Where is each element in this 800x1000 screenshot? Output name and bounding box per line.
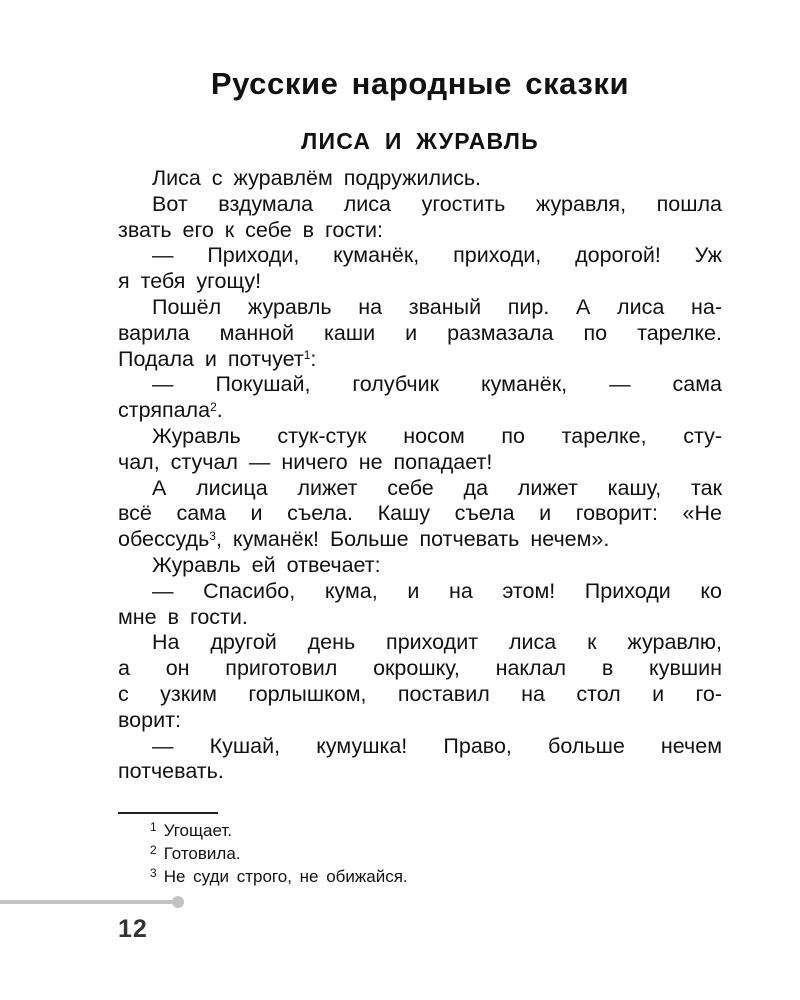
text-line bbox=[118, 527, 722, 553]
text-line: Пошёл журавль на званый пир. А лиса на- bbox=[152, 294, 722, 319]
footnote-item bbox=[150, 866, 408, 889]
text-fragment: стряпала bbox=[118, 398, 211, 423]
text-fragment: Подала и потчует bbox=[118, 346, 304, 371]
text-line: стряпала$^2$. bbox=[118, 398, 223, 423]
page-decoration-dot bbox=[172, 896, 184, 908]
footnote-mark: 2 bbox=[150, 843, 157, 857]
text-line: — Спасибо, кума, и на этом! Приходи ко bbox=[152, 578, 722, 603]
text-line: потчевать. bbox=[118, 759, 224, 784]
page-number: 12 bbox=[118, 915, 148, 943]
text-line: Журавль ей отвечает: bbox=[152, 552, 381, 577]
text-fragment: обессудь bbox=[118, 527, 210, 552]
text-line: Журавль стук-стук носом по тарелке, сту- bbox=[152, 423, 722, 448]
footnote-item bbox=[150, 820, 408, 843]
text-line: Подала и потчует$^1$: bbox=[118, 346, 317, 371]
footnote-text: Готовила. bbox=[163, 844, 241, 863]
footnote-ref-1: 1 bbox=[303, 348, 311, 363]
text-line: я тебя угощу! bbox=[118, 269, 262, 294]
footnotes bbox=[150, 820, 408, 889]
story-text bbox=[118, 166, 722, 785]
text-line: Вот вздумала лиса угостить журавля, пошла bbox=[152, 191, 722, 216]
footnote-divider bbox=[118, 812, 218, 814]
text-line: ворит: bbox=[118, 707, 181, 732]
text-line: Лиса с журавлём подружились. bbox=[152, 166, 482, 190]
text-line: чал, стучал — ничего не попадает! bbox=[118, 449, 493, 474]
text-line: мне в гости. bbox=[118, 604, 248, 629]
story-title: ЛИСА И ЖУРАВЛЬ bbox=[301, 128, 539, 154]
text-line: — Покушай, голубчик куманёк, — сама bbox=[152, 372, 722, 397]
footnote-ref-3: 3 bbox=[209, 529, 216, 543]
text-line: — Кушай, кумушка! Право, больше нечем bbox=[152, 733, 722, 758]
text-line: звать его к себе в гости: bbox=[118, 217, 383, 242]
text-fragment: , куманёк! Больше потчевать нечем». bbox=[215, 527, 610, 552]
footnote-item bbox=[150, 843, 408, 866]
text-line: А лисица лижет себе да лижет кашу, так bbox=[152, 475, 722, 500]
text-line: с узким горлышком, поставил на стол и го- bbox=[118, 681, 722, 706]
page-decoration-bar bbox=[0, 900, 180, 904]
footnote-mark: 3 bbox=[150, 866, 157, 880]
footnote-ref-2: 2 bbox=[210, 400, 217, 415]
section-title: Русские народные сказки bbox=[210, 66, 630, 101]
text-line: На другой день приходит лиса к журавлю, bbox=[152, 630, 722, 655]
text-line: — Приходи, куманёк, приходи, дорогой! Уж bbox=[152, 243, 722, 268]
footnote-mark: 1 bbox=[150, 820, 157, 834]
text-line: а он приготовил окрошку, наклал в кувшин bbox=[118, 656, 722, 681]
footnote-text: Угощает. bbox=[163, 821, 232, 840]
footnote-text: Не суди строго, не обижайся. bbox=[163, 867, 408, 886]
text-line: всё сама и съела. Кашу съела и говорит: «Не bbox=[118, 501, 722, 526]
text-line: варила манной каши и размазала по тарелке. bbox=[118, 320, 722, 345]
